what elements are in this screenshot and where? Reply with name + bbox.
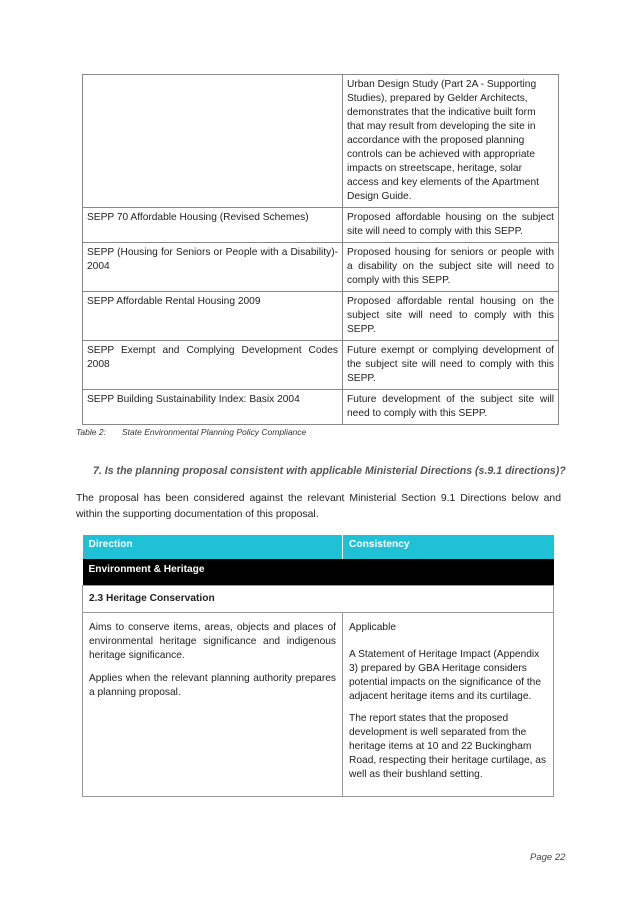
sepp-name-cell: SEPP (Housing for Seniors or People with a Disability)- 2004 [83,243,343,292]
direction-applies: Applies when the relevant planning authority prepares a planning proposal. [89,673,336,698]
header-consistency: Consistency [343,535,554,559]
sepp-name-cell [83,75,343,208]
ministerial-directions-table [82,535,554,797]
table-row [83,341,559,390]
sepp-compliance-cell: Urban Design Study (Part 2A - Supporting Studies), prepared by Gelder Architects, demonstrates that the indicative built form that may result from developing the site in accordance with the proposed planning controls can be achieved with appropriate impacts on streetscape, heritage, solar access and key elements of the Apartment Design Guide. [343,75,559,208]
table-row [83,292,559,341]
consistency-detail: The report states that the proposed development is well separated from the heritage items at 10 and 22 Buckingham Road, respecting their heritage curtilage, as well as their bushland setting. [349,713,547,780]
page-number: Page 22 [530,852,566,863]
sepp-compliance-cell: Proposed housing for seniors or people with a disability on the subject site will need to comply with this SEPP. [343,243,559,292]
sepp-compliance-cell: Proposed affordable rental housing on the subject site will need to comply with this SEPP. [343,292,559,341]
caption-number: Table 2: [76,427,106,437]
direction-aim: Aims to conserve items, areas, objects and places of environmental heritage significance and indigenous heritage significance. [89,622,336,661]
sepp-name-cell: SEPP Building Sustainability Index: Basix 2004 [83,390,343,425]
table-row [83,208,559,243]
sepp-name-cell: SEPP Exempt and Complying Development Codes 2008 [83,341,343,390]
question-heading: 7. Is the planning proposal consistent with applicable Ministerial Directions (s.9.1 directions)? [93,465,566,477]
header-direction: Direction [83,535,343,559]
sepp-compliance-cell: Future exempt or complying development of the subject site will need to comply with this SEPP. [343,341,559,390]
section-row [83,559,554,586]
direction-cell [83,613,343,797]
table-header-row [83,535,554,559]
caption-text: State Environmental Planning Policy Compliance [122,427,307,437]
sepp-compliance-cell: Future development of the subject site will need to comply with this SEPP. [343,390,559,425]
table-caption [76,427,306,437]
table-row [83,613,554,797]
consistency-cell [343,613,554,797]
sepp-name-cell: SEPP Affordable Rental Housing 2009 [83,292,343,341]
sepp-compliance-table [82,74,559,425]
table-row [83,390,559,425]
table-row [83,243,559,292]
table-row [83,75,559,208]
intro-paragraph: The proposal has been considered against the relevant Ministerial Section 9.1 Directions below and within the supporting documentation of this proposal. [76,493,561,520]
consistency-status: Applicable [349,622,397,633]
section-heading: Environment & Heritage [83,559,554,586]
consistency-detail: A Statement of Heritage Impact (Appendix 3) prepared by GBA Heritage considers potential impacts on the significance of the adjacent heritage items and its curtilage. [349,649,541,702]
subsection-heading: 2.3 Heritage Conservation [83,586,554,613]
sepp-compliance-cell: Proposed affordable housing on the subject site will need to comply with this SEPP. [343,208,559,243]
subsection-row [83,586,554,613]
sepp-name-cell: SEPP 70 Affordable Housing (Revised Schemes) [83,208,343,243]
